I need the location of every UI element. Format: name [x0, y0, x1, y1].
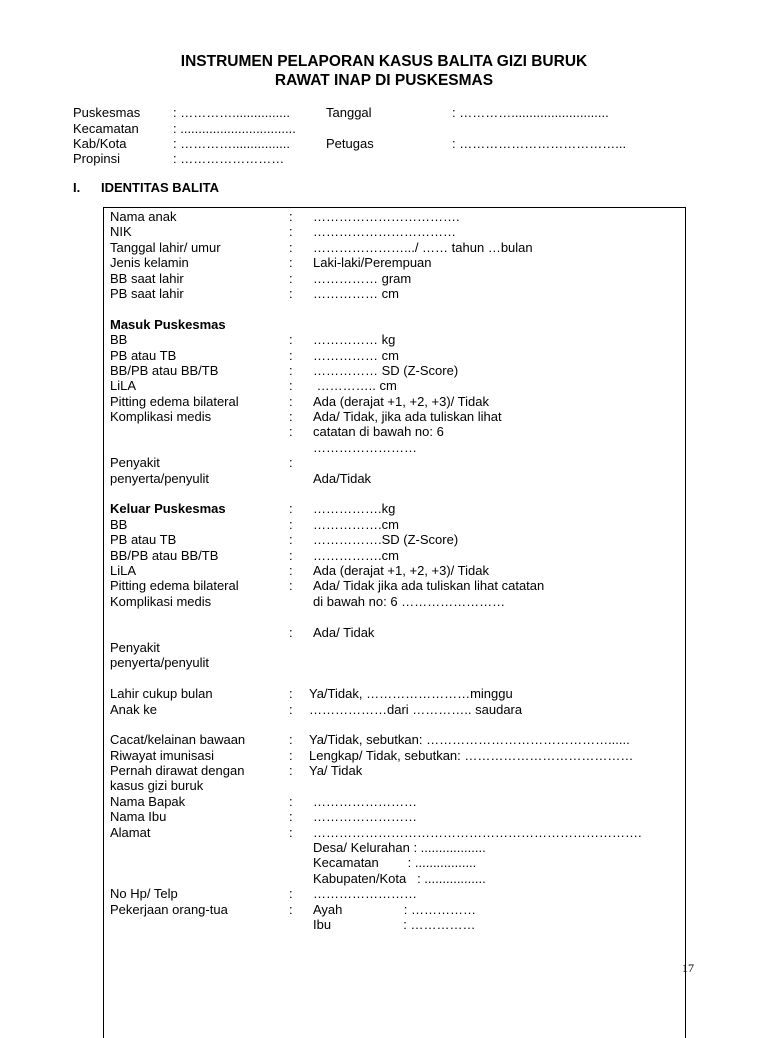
identity-rows [110, 209, 680, 932]
form-row [110, 486, 680, 501]
form-row-colon: : [289, 501, 293, 517]
form-row-label: Pernah dirawat dengan [110, 763, 245, 779]
form-row [110, 809, 680, 824]
form-row [110, 240, 680, 255]
form-row-colon: : [289, 409, 293, 425]
form-row-value[interactable]: Ya/ Tidak [309, 763, 363, 779]
form-row [110, 501, 680, 516]
form-row-label: Jenis kelamin [110, 255, 189, 271]
form-row [110, 517, 680, 532]
form-row-value[interactable]: Ya/Tidak, ……………………minggu [309, 686, 513, 702]
form-row-colon: : [289, 701, 293, 717]
form-row-value[interactable]: …………… cm [313, 347, 399, 363]
form-row [110, 332, 680, 347]
form-row [110, 455, 680, 470]
form-row-value[interactable]: …………….kg [313, 501, 396, 517]
form-row-label: Pitting edema bilateral [110, 393, 239, 409]
form-row [110, 778, 680, 793]
form-row-colon: : [289, 424, 293, 440]
form-row-label: penyerta/penyulit [110, 470, 210, 486]
form-row [110, 748, 680, 763]
form-row-value[interactable]: Kecamatan : ................. [313, 855, 477, 871]
form-row-value[interactable]: Ada/ Tidak jika ada tuliskan lihat catatan [313, 578, 545, 594]
form-row-colon: : [289, 347, 293, 363]
form-row-label: Cacat/kelainan bawaan [110, 732, 246, 748]
form-row-value[interactable]: Ada/ Tidak [313, 624, 375, 640]
section-number: I. [73, 180, 81, 195]
form-row-label: Tanggal lahir/ umur [110, 239, 221, 255]
form-row-value[interactable]: …………… SD (Z-Score) [313, 362, 459, 378]
form-row-value[interactable]: ………………dari ………….. saudara [309, 701, 523, 717]
form-row-value[interactable]: ……………………………. [313, 209, 460, 224]
form-row-label: BB [110, 332, 128, 348]
form-row [110, 471, 680, 486]
header-value-tanggal: : …………........................... [452, 105, 609, 120]
header-label-propinsi: Propinsi [73, 151, 120, 166]
form-row [110, 871, 680, 886]
form-row-label: Nama Bapak [110, 793, 186, 809]
form-row-colon: : [289, 362, 293, 378]
form-row [110, 625, 680, 640]
form-row-value[interactable]: Ada/Tidak [313, 470, 372, 486]
form-row-label: BB saat lahir [110, 270, 184, 286]
form-row-label: Masuk Puskesmas [110, 316, 226, 332]
form-row [110, 301, 680, 316]
form-row-value[interactable]: Desa/ Kelurahan : .................. [313, 840, 486, 856]
form-row-label: Alamat [110, 824, 151, 840]
form-row-label: PB atau TB [110, 347, 177, 363]
form-row-label: No Hp/ Telp [110, 886, 178, 902]
form-row-colon: : [289, 239, 293, 255]
form-row-value[interactable]: Kabupaten/Kota : ................. [313, 870, 486, 886]
form-row-value[interactable]: …………….cm [313, 516, 399, 532]
form-row-value[interactable]: catatan di bawah no: 6 [313, 424, 444, 440]
form-row-colon: : [289, 578, 293, 594]
form-row-value[interactable]: ………….. cm [313, 378, 397, 394]
form-row [110, 563, 680, 578]
form-row-value[interactable]: …………….cm [313, 547, 399, 563]
form-row-colon: : [289, 532, 293, 548]
header-value-petugas: : ………………………………... [452, 136, 627, 151]
form-row-colon: : [289, 747, 293, 763]
form-row [110, 578, 680, 593]
form-row [110, 732, 680, 747]
form-row-colon: : [289, 562, 293, 578]
form-row-value[interactable]: Laki-laki/Perempuan [313, 255, 432, 271]
form-row-value[interactable]: Ayah : …………… [313, 901, 477, 917]
form-row-label: Nama anak [110, 209, 177, 224]
form-row-value[interactable]: …………………… [313, 439, 417, 455]
form-row [110, 378, 680, 393]
form-row [110, 763, 680, 778]
header-label-tanggal: Tanggal [326, 105, 372, 120]
form-row-colon: : [289, 886, 293, 902]
form-row-value[interactable]: …………… cm [313, 285, 399, 301]
form-row [110, 363, 680, 378]
form-row [110, 640, 680, 655]
form-row [110, 825, 680, 840]
form-row-label: BB/PB atau BB/TB [110, 362, 219, 378]
form-row-colon: : [289, 516, 293, 532]
form-row-label: Anak ke [110, 701, 157, 717]
form-row-label: NIK [110, 224, 132, 240]
form-row-label: Keluar Puskesmas [110, 501, 226, 517]
form-row [110, 886, 680, 901]
form-row-colon: : [289, 270, 293, 286]
form-row-value[interactable]: ………………….../ …… tahun …bulan [313, 239, 533, 255]
form-row-colon: : [289, 732, 293, 748]
form-row-colon: : [289, 224, 293, 240]
form-row-label: Pitting edema bilateral [110, 578, 239, 594]
page-number: 17 [682, 961, 694, 975]
header-label-kecamatan: Kecamatan [73, 121, 139, 136]
form-row [110, 209, 680, 224]
form-row-label: Lahir cukup bulan [110, 686, 213, 702]
form-row [110, 394, 680, 409]
header-value-kabkota: : …………................ [173, 136, 291, 151]
form-row [110, 348, 680, 363]
header-value-propinsi: : …………………… [173, 151, 285, 166]
header-value-kecamatan: : ................................ [173, 121, 296, 136]
form-row-label: PB atau TB [110, 532, 177, 548]
form-row [110, 717, 680, 732]
form-row-label: kasus gizi buruk [110, 778, 204, 794]
form-row-value[interactable]: di bawah no: 6 …………………… [313, 593, 506, 609]
form-row-label: Penyakit [110, 639, 160, 655]
form-row-colon: : [289, 824, 293, 840]
form-row [110, 855, 680, 870]
form-row-value[interactable]: Ada (derajat +1, +2, +3)/ Tidak [313, 562, 489, 578]
form-row-label: Komplikasi medis [110, 593, 212, 609]
header-label-puskesmas: Puskesmas [73, 105, 141, 120]
header-label-petugas: Petugas [326, 136, 374, 151]
form-row-label: Riwayat imunisasi [110, 747, 215, 763]
form-row-colon: : [289, 624, 293, 640]
form-row-label: LiLA [110, 562, 137, 578]
form-row-colon: : [289, 763, 293, 779]
form-row-colon: : [289, 793, 293, 809]
form-row [110, 917, 680, 932]
document-title-line1: INSTRUMEN PELAPORAN KASUS BALITA GIZI BURUK [180, 53, 588, 70]
form-row-colon: : [289, 378, 293, 394]
header-value-puskesmas: : …………................ [173, 105, 291, 120]
form-row-value[interactable]: …………………… [313, 793, 417, 809]
form-row-value[interactable]: …………… kg [313, 332, 396, 348]
form-row [110, 794, 680, 809]
form-row [110, 224, 680, 239]
form-row [110, 440, 680, 455]
form-row-label: BB [110, 516, 128, 532]
form-row [110, 532, 680, 547]
document-title-line2: RAWAT INAP DI PUSKESMAS [274, 72, 494, 89]
form-row-colon: : [289, 686, 293, 702]
form-row-value[interactable]: Ibu : …………… [313, 916, 476, 932]
form-row [110, 424, 680, 439]
form-row-colon: : [289, 255, 293, 271]
form-row-colon: : [289, 455, 293, 471]
form-row-colon: : [289, 332, 293, 348]
form-row-label: Penyakit [110, 455, 160, 471]
form-row-value[interactable]: …………… gram [313, 270, 412, 286]
form-row-colon: : [289, 901, 293, 917]
form-row-value[interactable]: …………………… [313, 809, 417, 825]
form-row-label: Komplikasi medis [110, 409, 212, 425]
form-row [110, 702, 680, 717]
form-row [110, 655, 680, 670]
form-row-colon: : [289, 809, 293, 825]
header-label-kabkota: Kab/Kota [73, 136, 127, 151]
form-row-value[interactable]: Ya/Tidak, sebutkan: ……………………………………...... [309, 732, 630, 748]
form-row-value[interactable]: …………………… [313, 886, 417, 902]
form-row [110, 286, 680, 301]
form-row-value[interactable]: …………………………… [313, 224, 456, 240]
form-row-colon: : [289, 547, 293, 563]
form-row-value[interactable]: Ada (derajat +1, +2, +3)/ Tidak [313, 393, 489, 409]
section-title: IDENTITAS BALITA [101, 180, 219, 195]
form-row [110, 609, 680, 624]
form-row-label: penyerta/penyulit [110, 655, 210, 671]
form-row-value[interactable]: Ada/ Tidak, jika ada tuliskan lihat [313, 409, 502, 425]
form-row [110, 686, 680, 701]
form-row [110, 255, 680, 270]
form-row-colon: : [289, 393, 293, 409]
form-row [110, 671, 680, 686]
form-row-value[interactable]: …………………………………………………………………. [313, 824, 642, 840]
form-row-colon: : [289, 209, 293, 224]
form-row-colon: : [289, 285, 293, 301]
form-row-label: PB saat lahir [110, 285, 184, 301]
form-row-label: LiLA [110, 378, 137, 394]
form-row [110, 548, 680, 563]
form-row [110, 317, 680, 332]
form-row-label: Pekerjaan orang-tua [110, 901, 228, 917]
form-row-label: Nama Ibu [110, 809, 167, 825]
form-row-label: BB/PB atau BB/TB [110, 547, 219, 563]
form-row [110, 840, 680, 855]
form-row-value[interactable]: …………….SD (Z-Score) [313, 532, 459, 548]
form-row [110, 594, 680, 609]
form-row-value[interactable]: Lengkap/ Tidak, sebutkan: ………………………………… [309, 747, 634, 763]
form-row [110, 902, 680, 917]
form-row [110, 271, 680, 286]
form-row [110, 409, 680, 424]
